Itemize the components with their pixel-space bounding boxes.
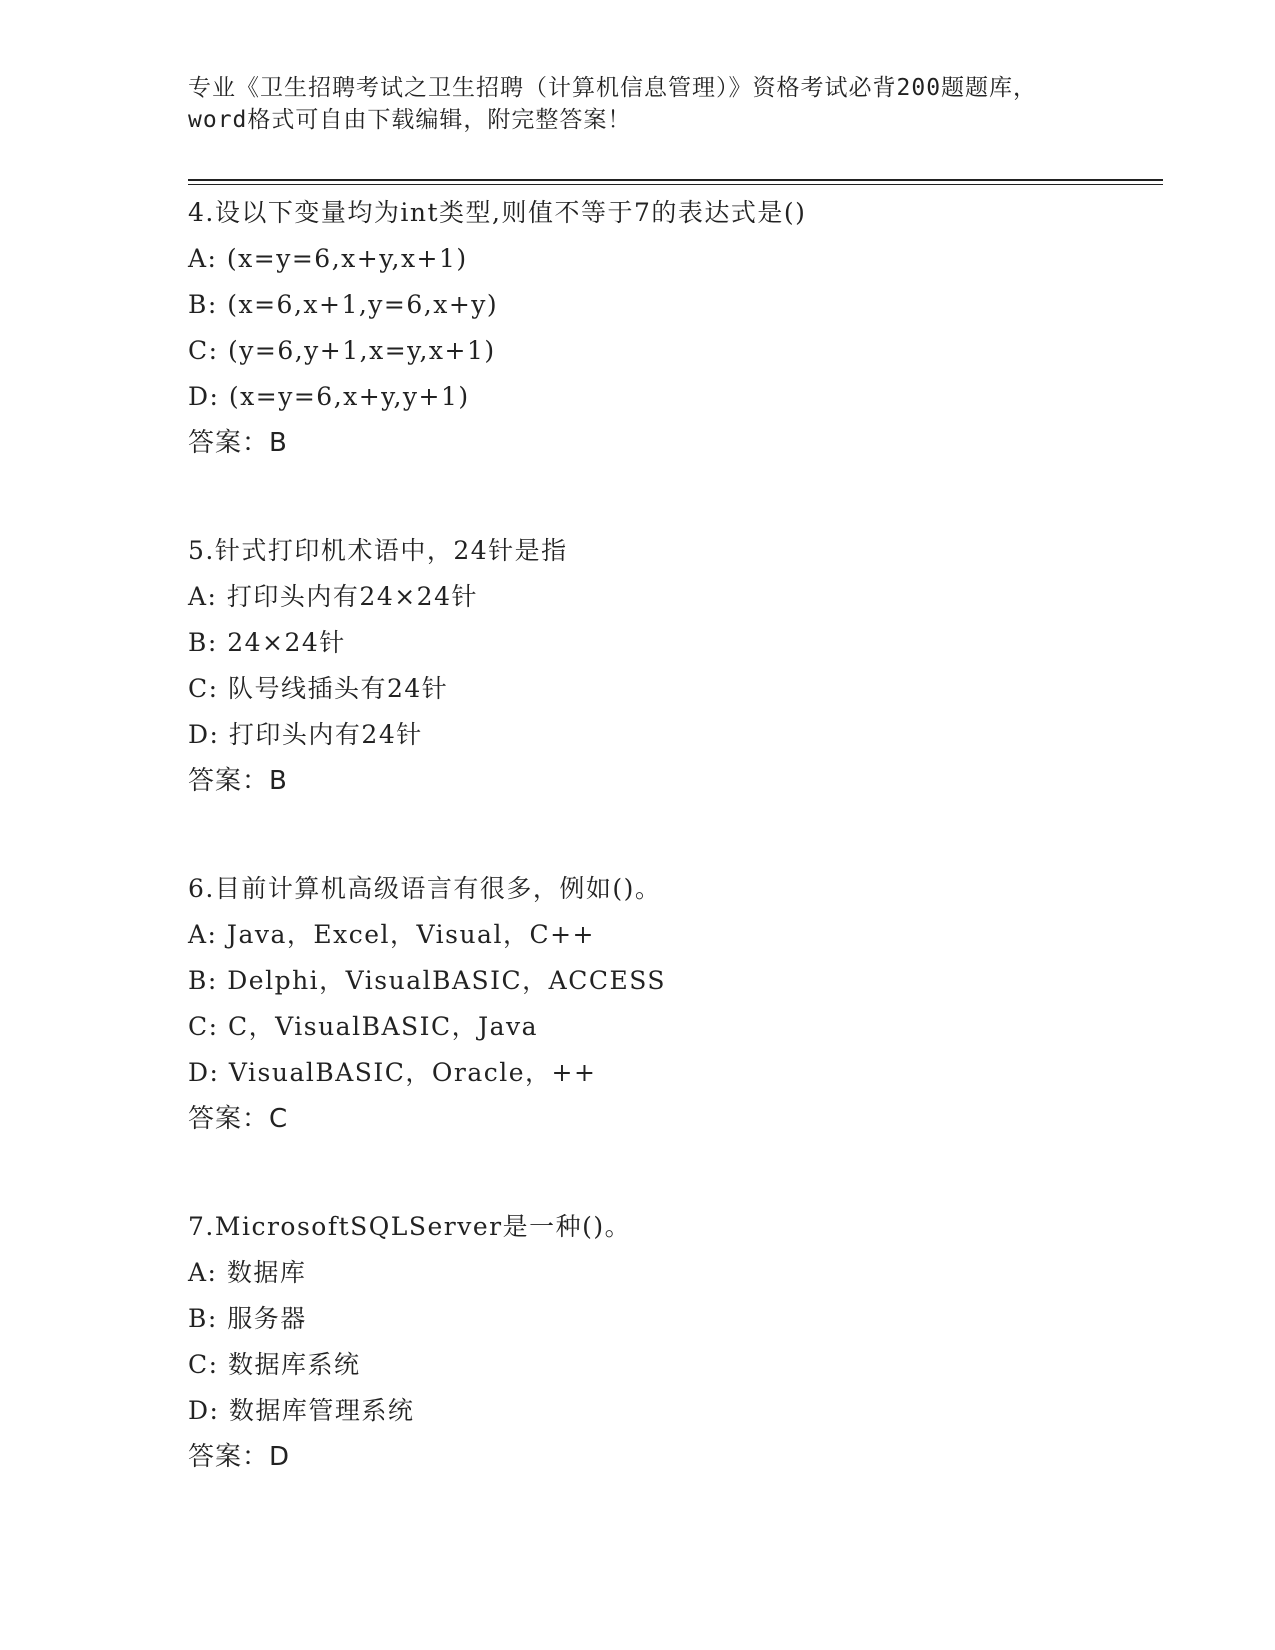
option-b: B: 24×24针 [188,628,346,657]
answer-label: 答案： [188,1442,270,1472]
question-stem: 7.MicrosoftSQLServer是一种()。 [188,1212,632,1241]
answer-value: D [269,1442,291,1472]
option-b: B: 服务器 [188,1304,307,1333]
option-b: B: (x=6,x+1,y=6,x+y) [188,290,499,319]
header-divider-thick [188,179,1163,181]
option-b: B: Delphi，VisualBASIC，ACCESS [188,966,667,995]
option-a: A: (x=y=6,x+y,x+1) [188,244,468,273]
answer-line [188,1096,1168,1142]
option-c: C: (y=6,y+1,x=y,x+1) [188,336,496,365]
question-block-5 [188,528,1168,804]
question-block-4 [188,190,1168,466]
option-d: D: 打印头内有24针 [188,720,423,749]
question-block-6 [188,866,1168,1142]
question-list [188,190,1168,1542]
answer-value: C [269,1104,289,1134]
question-block-7 [188,1204,1168,1480]
answer-label: 答案： [188,1104,270,1134]
header-line-1: 专业《卫生招聘考试之卫生招聘（计算机信息管理）》资格考试必背200题题库， [188,75,1038,101]
header-divider-thin [188,184,1163,185]
question-stem: 5.针式打印机术语中，24针是指 [188,536,568,565]
question-stem: 4.设以下变量均为int类型,则值不等于7的表达式是() [188,198,807,227]
header-line-2: word格式可自由下载编辑，附完整答案！ [188,107,632,133]
option-d: D: (x=y=6,x+y,y+1) [188,382,470,411]
answer-line [188,420,1168,466]
answer-line [188,1434,1168,1480]
option-a: A: 打印头内有24×24针 [188,582,478,611]
option-d: D: VisualBASIC，Oracle，++ [188,1058,597,1087]
option-c: C: C，VisualBASIC，Java [188,1012,539,1041]
option-a: A: 数据库 [188,1258,307,1287]
answer-value: B [269,428,288,458]
question-stem: 6.目前计算机高级语言有很多，例如()。 [188,874,662,903]
option-a: A: Java，Excel，Visual，C++ [188,920,595,949]
answer-value: B [269,766,288,796]
answer-label: 答案： [188,766,270,796]
answer-line [188,758,1168,804]
option-c: C: 队号线插头有24针 [188,674,449,703]
document-header [188,72,1088,136]
option-c: C: 数据库系统 [188,1350,361,1379]
answer-label: 答案： [188,428,270,458]
option-d: D: 数据库管理系统 [188,1396,415,1425]
